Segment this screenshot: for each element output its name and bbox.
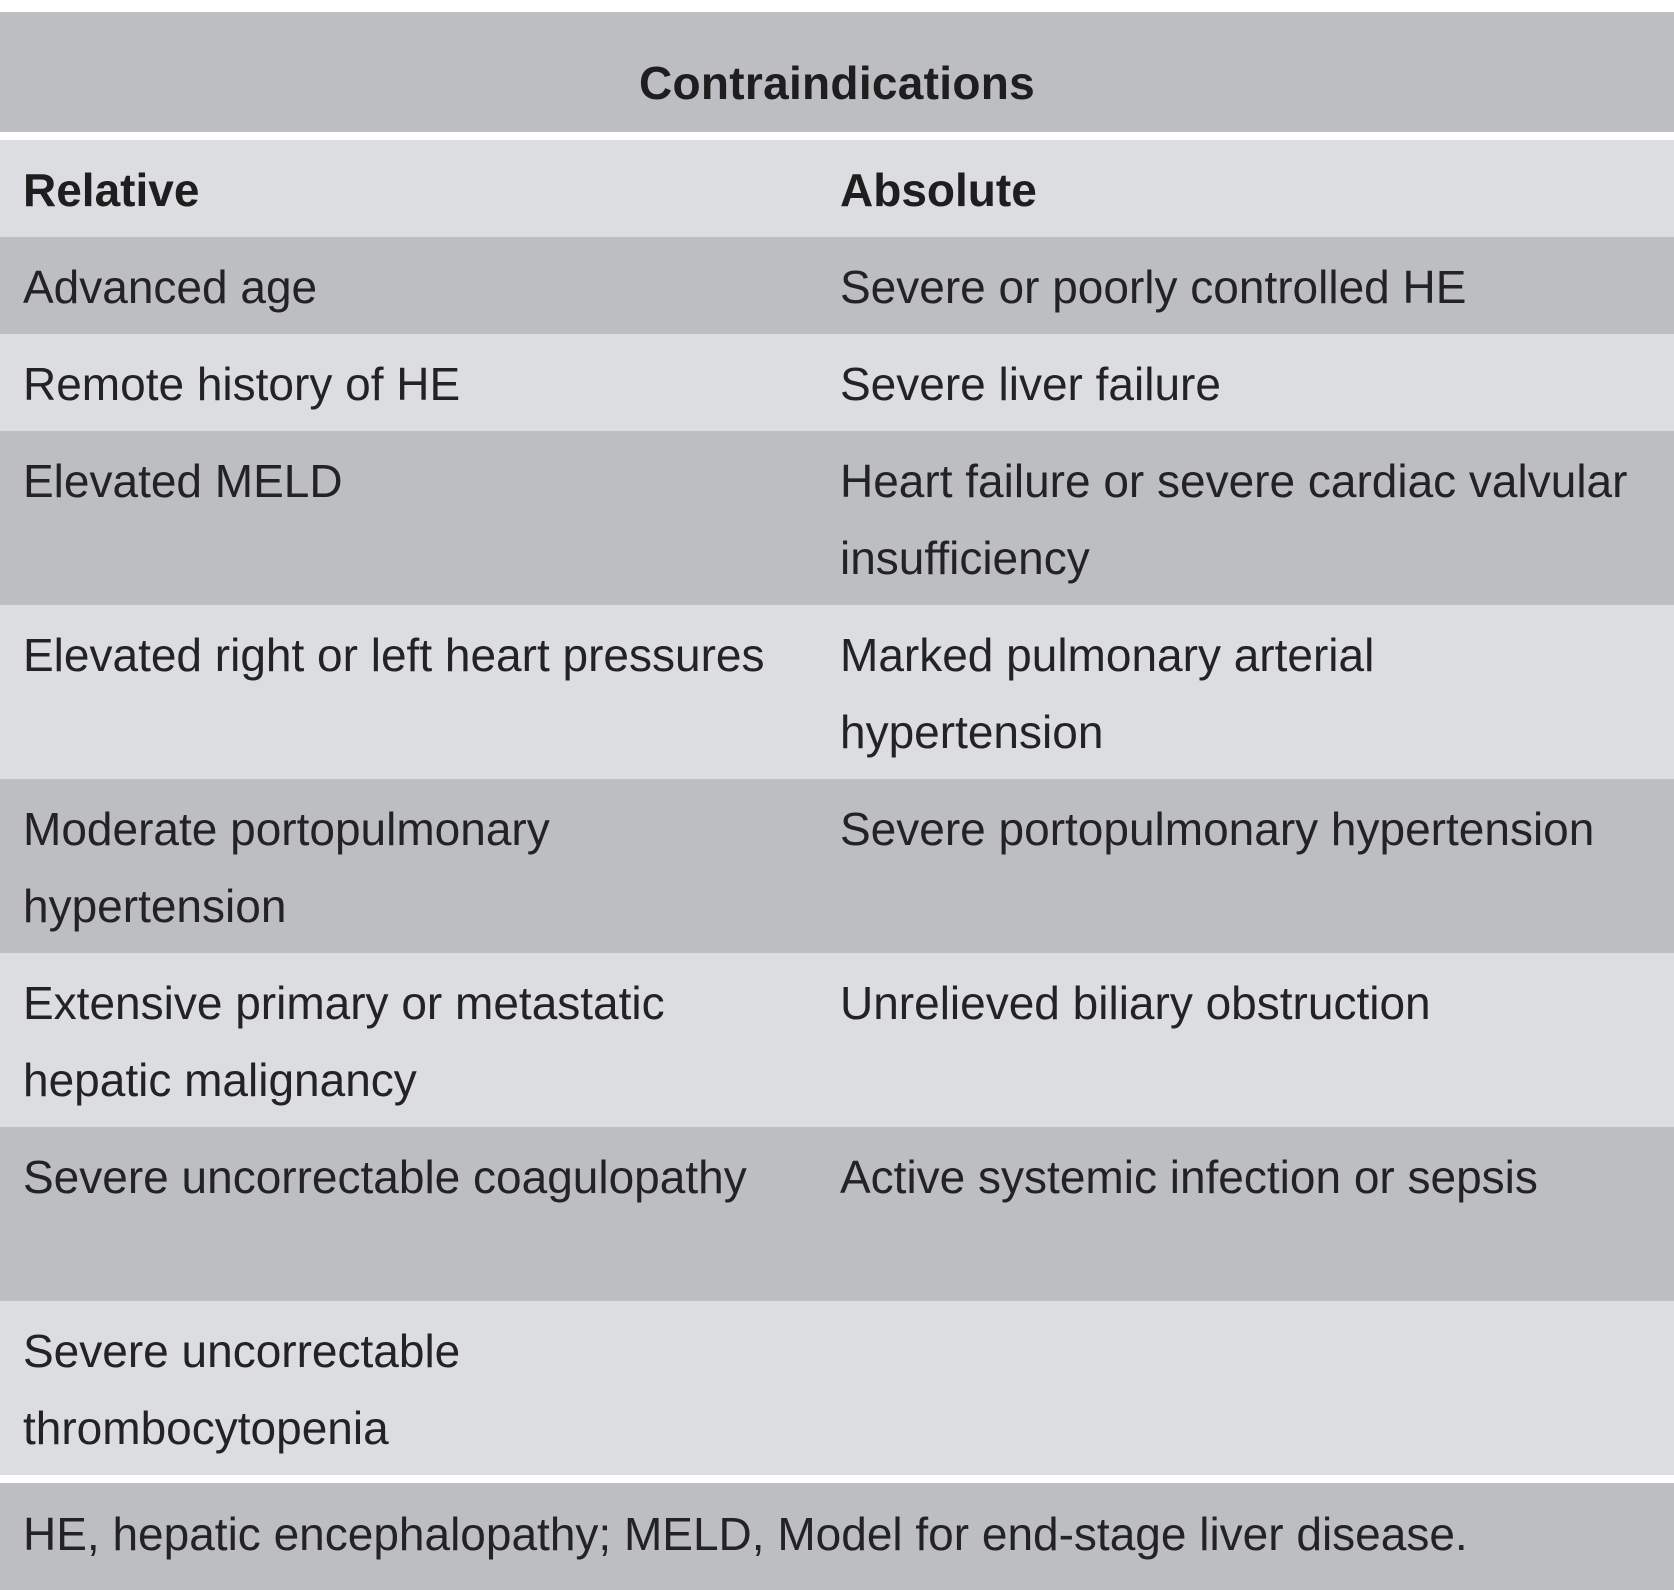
absolute-cell: Active systemic infection or sepsis — [840, 1151, 1538, 1203]
table-title-bar — [0, 12, 1674, 132]
absolute-cell: Severe liver failure — [840, 358, 1221, 410]
table-row — [0, 1301, 1674, 1475]
relative-cell: Moderate portopulmonary hypertension — [23, 803, 550, 932]
relative-cell: Elevated right or left heart pressures — [23, 629, 765, 681]
relative-cell: Advanced age — [23, 261, 318, 313]
relative-cell: Remote history of HE — [23, 358, 461, 410]
absolute-cell: Severe portopulmonary hypertension — [840, 803, 1595, 855]
table-row — [0, 237, 1674, 334]
relative-cell: Severe uncorrectable thrombocytopenia — [23, 1325, 461, 1454]
absolute-cell — [818, 1301, 1674, 1475]
absolute-cell: Heart failure or severe cardiac valvular insufficiency — [840, 455, 1628, 584]
header-relative: Relative — [23, 164, 200, 216]
relative-cell: Extensive primary or metastatic hepatic malignancy — [23, 977, 665, 1106]
table-row — [0, 1127, 1674, 1301]
table-row — [0, 605, 1674, 779]
table-row — [0, 431, 1674, 605]
table-row — [0, 334, 1674, 431]
table-title: Contraindications — [638, 57, 1036, 109]
title-separator — [0, 132, 1674, 140]
contraindications-table — [0, 140, 1674, 1475]
table-row — [0, 779, 1674, 953]
relative-cell: Severe uncorrectable coagulopathy — [23, 1151, 747, 1203]
header-absolute: Absolute — [840, 164, 1037, 216]
absolute-cell: Marked pulmonary arterial hypertension — [840, 629, 1375, 758]
table-footnote: HE, hepatic encephalopathy; MELD, Model for end-stage liver disease. — [0, 1483, 1674, 1590]
table-header-row — [0, 140, 1674, 237]
top-rule — [0, 0, 1674, 12]
absolute-cell: Severe or poorly controlled HE — [840, 261, 1467, 313]
absolute-cell: Unrelieved biliary obstruction — [840, 977, 1431, 1029]
table-row — [0, 953, 1674, 1127]
relative-cell: Elevated MELD — [23, 455, 343, 507]
